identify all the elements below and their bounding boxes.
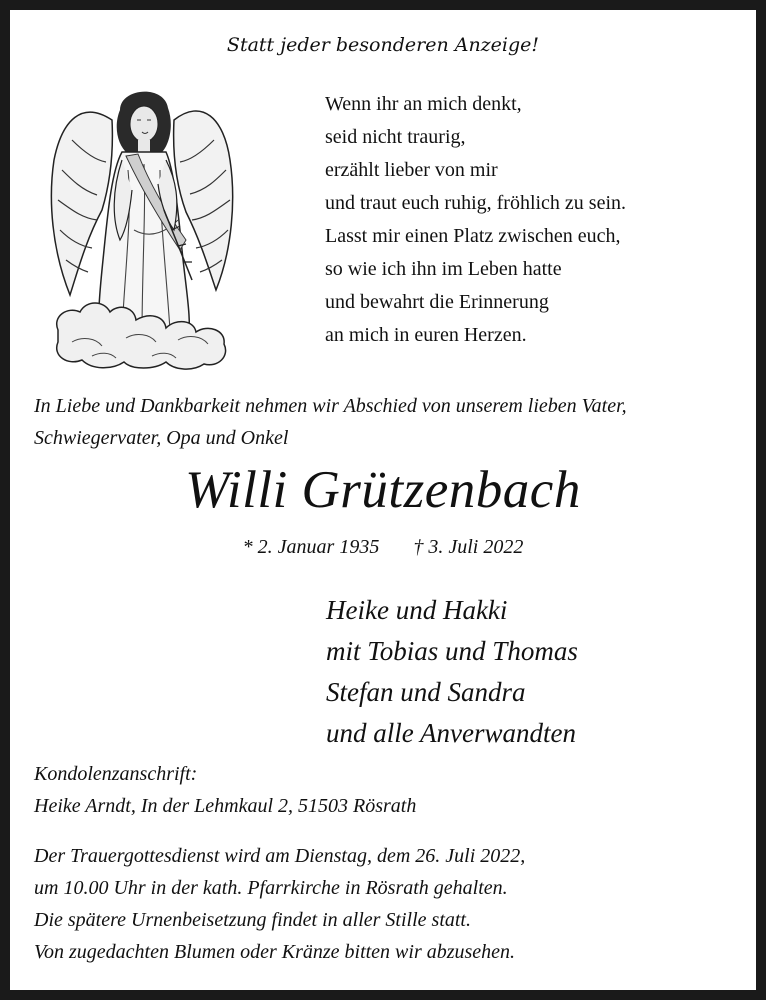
family-list xyxy=(326,590,578,754)
family-line: Stefan und Sandra xyxy=(326,677,526,707)
service-line: Der Trauergottesdienst wird am Dienstag, dem 26. Juli 2022, xyxy=(34,845,526,867)
family-line: mit Tobias und Thomas xyxy=(326,636,578,666)
service-line: Von zugedachten Blumen oder Kränze bitten wir abzusehen. xyxy=(34,941,516,963)
obituary-notice xyxy=(10,10,756,990)
poem-line: so wie ich ihn im Leben hatte xyxy=(325,258,562,280)
family-line: und alle Anverwandten xyxy=(326,718,576,748)
condolence-address-line: Heike Arndt, In der Lehmkaul 2, 51503 Rösrath xyxy=(34,795,417,817)
poem-line: Wenn ihr an mich denkt, xyxy=(325,93,522,115)
notice-header: Statt jeder besonderen Anzeige! xyxy=(226,34,540,56)
deceased-name: Willi Grützenbach xyxy=(185,461,581,519)
angel-illustration xyxy=(42,80,238,370)
service-line: um 10.00 Uhr in der kath. Pfarrkirche in Rösrath gehalten. xyxy=(34,877,508,899)
farewell-text: In Liebe und Dankbarkeit nehmen wir Abschied von unserem lieben Vater, Schwiegervater, Opa und Onkel xyxy=(34,395,627,449)
family-line: Heike und Hakki xyxy=(326,595,508,625)
poem-line: Lasst mir einen Platz zwischen euch, xyxy=(325,225,621,247)
life-dates xyxy=(10,536,756,559)
birth-date: * 2. Januar 1935 xyxy=(242,536,380,558)
condolence-address xyxy=(34,758,416,822)
poem xyxy=(325,88,626,352)
poem-line: und traut euch ruhig, fröhlich zu sein. xyxy=(325,192,627,214)
condolence-label: Kondolenzanschrift: xyxy=(34,763,198,785)
death-date: † 3. Juli 2022 xyxy=(413,536,524,558)
poem-line: erzählt lieber von mir xyxy=(325,159,498,181)
poem-line: seid nicht traurig, xyxy=(325,126,466,148)
service-line: Die spätere Urnenbeisetzung findet in aller Stille statt. xyxy=(34,909,471,931)
service-info xyxy=(34,840,525,968)
poem-line: an mich in euren Herzen. xyxy=(325,324,527,346)
poem-line: und bewahrt die Erinnerung xyxy=(325,291,549,313)
angel-face xyxy=(130,106,158,142)
